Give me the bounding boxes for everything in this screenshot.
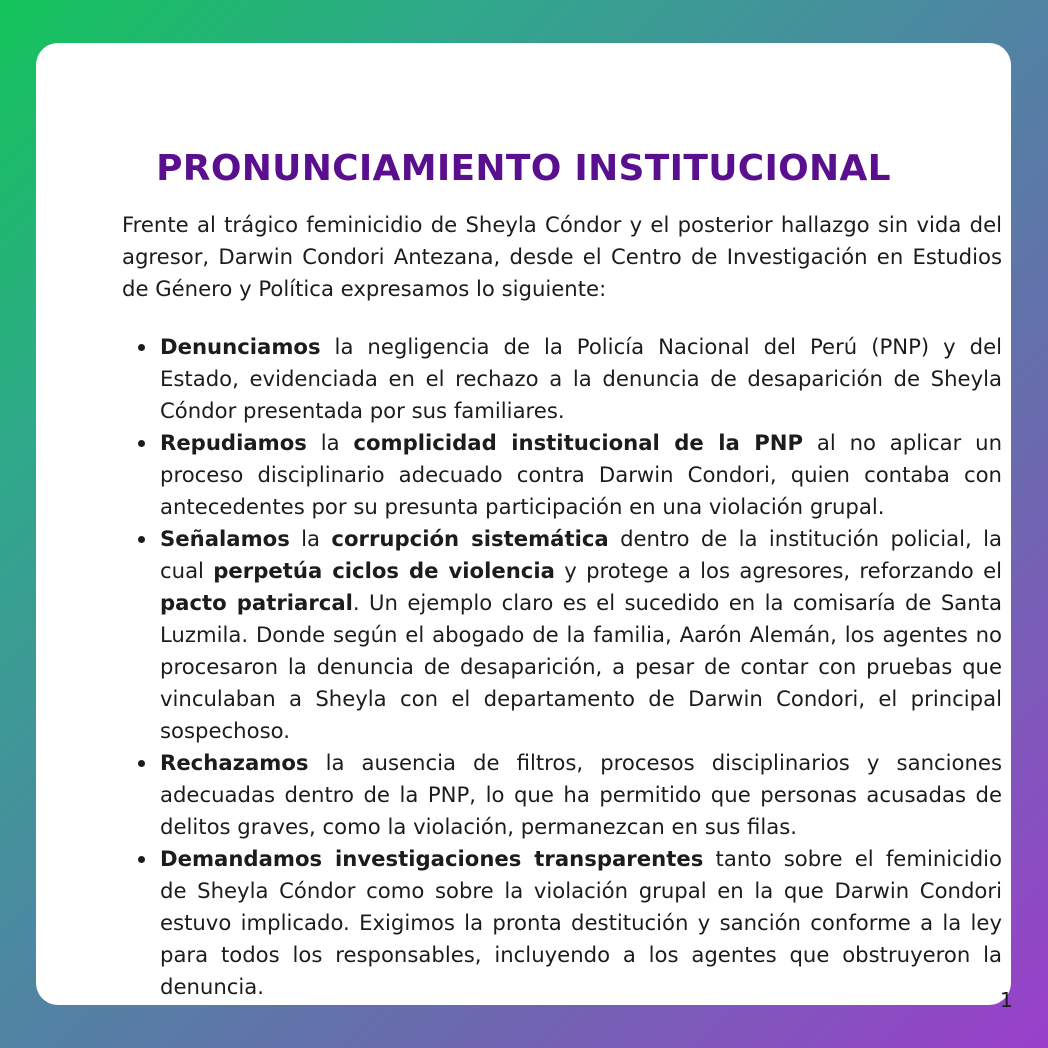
statement-emphasis: Demandamos investigaciones transparentes xyxy=(160,846,704,871)
statement-emphasis: Repudiamos xyxy=(160,430,307,455)
document-title: PRONUNCIAMIENTO INSTITUCIONAL xyxy=(156,148,891,189)
statement-emphasis: complicidad institucional de la PNP xyxy=(353,430,804,455)
statement-item xyxy=(122,747,1002,843)
statement-text: tanto sobre el feminicidio de Sheyla Cóndor como sobre la violación grupal en la que Darwin Condori estuvo implicado. Exigimos la pronta destitución y sanción conforme a la ley para todos los responsables, incluyendo a los agentes que obstruyeron la denuncia. xyxy=(160,846,1002,999)
statement-emphasis: Denunciamos xyxy=(160,334,321,359)
statement-text: la xyxy=(289,526,332,551)
intro-paragraph: Frente al trágico feminicidio de Sheyla Cóndor y el posterior hallazgo sin vida del agresor, Darwin Condori Antezana, desde el Centro de Investigación en Estudios de Género y Política expresamos lo siguiente: xyxy=(122,212,1002,301)
statement-item xyxy=(122,523,1002,747)
statement-emphasis: Señalamos xyxy=(160,526,290,551)
statement-list xyxy=(122,331,1002,1003)
statement-item xyxy=(122,843,1002,1003)
document-body xyxy=(122,209,1002,1003)
statement-emphasis: corrupción sistemática xyxy=(331,526,609,551)
statement-item xyxy=(122,331,1002,427)
statement-text: . Un ejemplo claro es el sucedido en la comisaría de Santa Luzmila. Donde según el abogado de la familia, Aarón Alemán, los agentes no procesaron la denuncia de desaparición, a pesar de contar con pruebas que vinculaban a Sheyla con el departamento de Darwin Condori, el principal sospechoso. xyxy=(160,590,1002,743)
statement-text: la ausencia de filtros, procesos disciplinarios y sanciones adecuadas dentro de la PNP, lo que ha permitido que personas acusadas de delitos graves, como la violación, permanezcan en sus filas. xyxy=(160,750,1002,839)
statement-text: al no aplicar un proceso disciplinario adecuado contra Darwin Condori, quien contaba con antecedentes por su presunta participación en una violación grupal. xyxy=(160,430,1003,519)
statement-emphasis: Rechazamos xyxy=(160,750,309,775)
statement-item xyxy=(122,427,1002,523)
document-card xyxy=(36,43,1013,1012)
statement-text: la negligencia de la Policía Nacional del Perú (PNP) y del Estado, evidenciada en el rechazo a la denuncia de desaparición de Sheyla Cóndor presentada por sus familiares. xyxy=(160,334,1002,423)
statement-text: y protege a los agresores, reforzando el xyxy=(554,558,1002,583)
statement-emphasis: perpetúa ciclos de violencia xyxy=(213,558,555,583)
page-number: 1 xyxy=(1000,988,1013,1012)
statement-text: la xyxy=(306,430,354,455)
statement-text: dentro de la institución policial, la cual xyxy=(160,526,1002,583)
statement-emphasis: pacto patriarcal xyxy=(160,590,353,615)
